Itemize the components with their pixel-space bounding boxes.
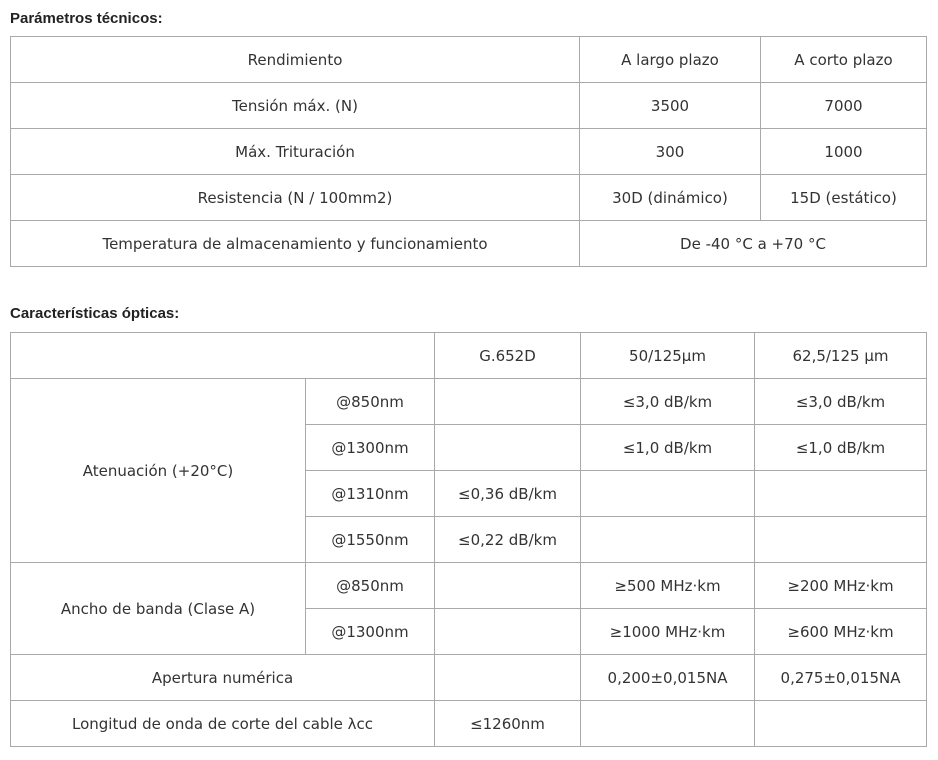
wavelength: @850nm	[306, 563, 435, 609]
g652d-value	[435, 563, 581, 609]
mm50-value: 0,200±0,015NA	[581, 655, 755, 701]
long-term-value: 3500	[580, 83, 761, 129]
table-row	[11, 129, 927, 175]
table-row	[11, 83, 927, 129]
row-label: Tensión máx. (N)	[11, 83, 580, 129]
mm50-value: ≤3,0 dB/km	[581, 379, 755, 425]
mm62-value: ≥200 MHz·km	[755, 563, 927, 609]
g652d-value	[435, 655, 581, 701]
temperature-range-value: De -40 °C a +70 °C	[580, 221, 927, 267]
wavelength: @1310nm	[306, 471, 435, 517]
mm62-value: ≤1,0 dB/km	[755, 425, 927, 471]
table-row	[11, 701, 927, 747]
header-empty	[11, 333, 435, 379]
mm50-value: ≥500 MHz·km	[581, 563, 755, 609]
g652d-value: ≤1260nm	[435, 701, 581, 747]
mm62-value	[755, 701, 927, 747]
mm62-value: ≤3,0 dB/km	[755, 379, 927, 425]
mm62-value: 0,275±0,015NA	[755, 655, 927, 701]
technical-parameters-heading: Parámetros técnicos:	[10, 10, 163, 27]
g652d-value: ≤0,22 dB/km	[435, 517, 581, 563]
table-row	[11, 37, 927, 83]
short-term-value: 7000	[761, 83, 927, 129]
row-label: Temperatura de almacenamiento y funcionamiento	[11, 221, 580, 267]
mm50-value: ≥1000 MHz·km	[581, 609, 755, 655]
g652d-value	[435, 425, 581, 471]
g652d-value	[435, 379, 581, 425]
aperture-label: Apertura numérica	[11, 655, 435, 701]
header-62-125: 62,5/125 µm	[755, 333, 927, 379]
optical-characteristics-heading: Características ópticas:	[10, 305, 180, 322]
mm50-value	[581, 701, 755, 747]
attenuation-label: Atenuación (+20°C)	[11, 379, 306, 563]
wavelength: @850nm	[306, 379, 435, 425]
header-short-term: A corto plazo	[761, 37, 927, 83]
mm50-value	[581, 471, 755, 517]
technical-parameters-table	[10, 36, 927, 267]
short-term-value: 1000	[761, 129, 927, 175]
optical-characteristics-table	[10, 332, 927, 747]
long-term-value: 300	[580, 129, 761, 175]
mm62-value	[755, 471, 927, 517]
g652d-value: ≤0,36 dB/km	[435, 471, 581, 517]
cutoff-label: Longitud de onda de corte del cable λcc	[11, 701, 435, 747]
header-rendimiento: Rendimiento	[11, 37, 580, 83]
row-label: Máx. Trituración	[11, 129, 580, 175]
mm50-value: ≤1,0 dB/km	[581, 425, 755, 471]
row-label: Resistencia (N / 100mm2)	[11, 175, 580, 221]
long-term-value: 30D (dinámico)	[580, 175, 761, 221]
bandwidth-label: Ancho de banda (Clase A)	[11, 563, 306, 655]
header-50-125: 50/125µm	[581, 333, 755, 379]
mm62-value	[755, 517, 927, 563]
short-term-value: 15D (estático)	[761, 175, 927, 221]
wavelength: @1300nm	[306, 609, 435, 655]
header-g652d: G.652D	[435, 333, 581, 379]
wavelength: @1550nm	[306, 517, 435, 563]
table-row	[11, 333, 927, 379]
table-row	[11, 175, 927, 221]
table-row	[11, 379, 927, 425]
header-long-term: A largo plazo	[580, 37, 761, 83]
table-row	[11, 655, 927, 701]
mm62-value: ≥600 MHz·km	[755, 609, 927, 655]
g652d-value	[435, 609, 581, 655]
mm50-value	[581, 517, 755, 563]
table-row	[11, 563, 927, 609]
table-row	[11, 221, 927, 267]
wavelength: @1300nm	[306, 425, 435, 471]
